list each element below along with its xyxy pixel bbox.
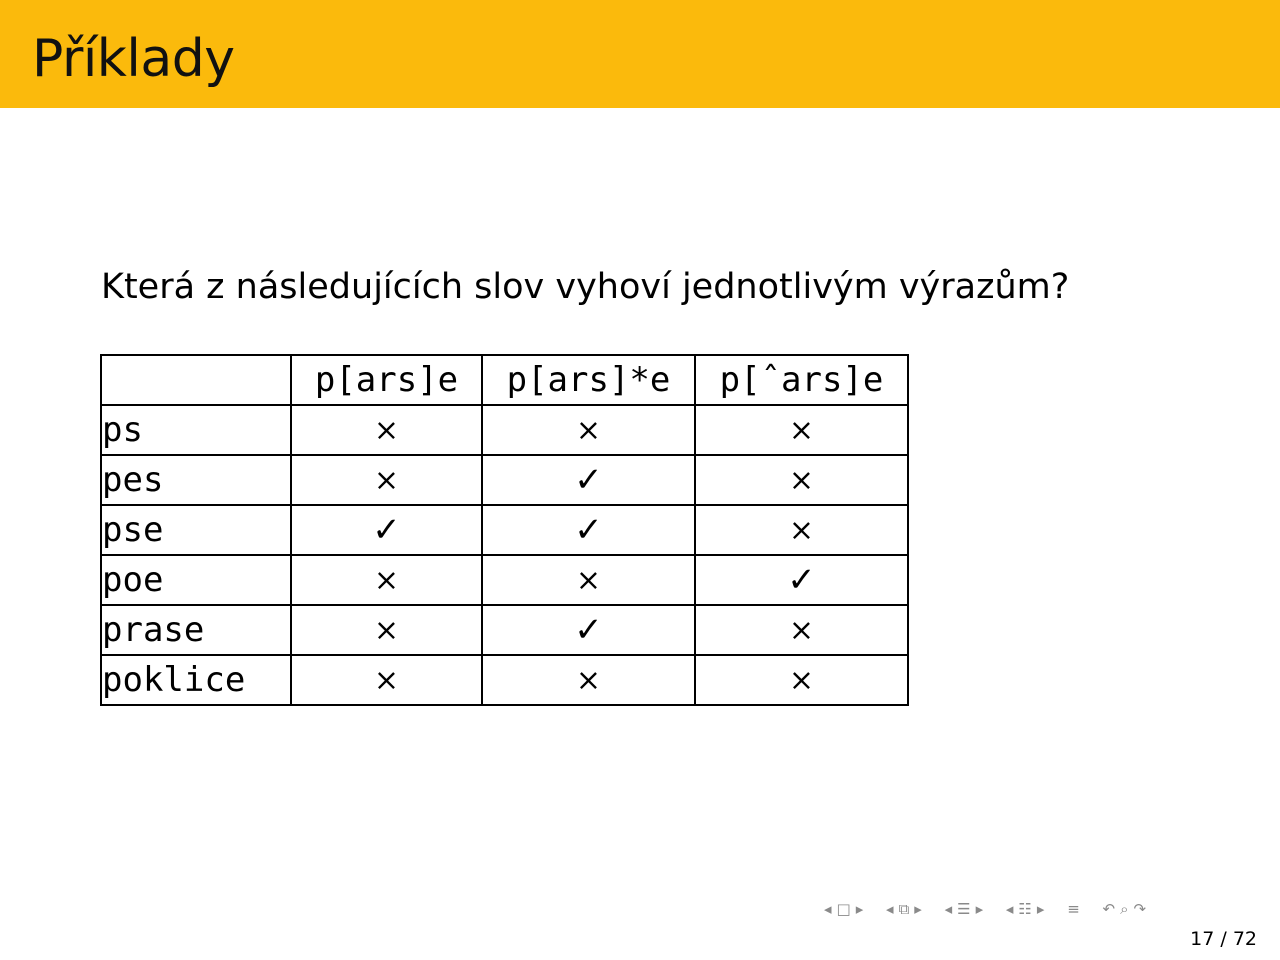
no-match-cross-icon: × xyxy=(291,655,482,705)
pattern-header: p[ars]*e xyxy=(482,355,695,405)
no-match-cross-icon: × xyxy=(695,505,908,555)
nav-right-arrow-icon[interactable]: ▸ xyxy=(1036,900,1045,918)
presentation-icon[interactable]: ☷ xyxy=(1018,900,1032,918)
subsection-icon[interactable]: ⧉ xyxy=(898,900,910,918)
title-bar xyxy=(0,0,1280,108)
table-row xyxy=(101,655,908,705)
nav-left-arrow-icon[interactable]: ◂ xyxy=(824,900,832,918)
no-match-cross-icon: × xyxy=(482,555,695,605)
pattern-header: p[ˆars]e xyxy=(695,355,908,405)
no-match-cross-icon: × xyxy=(695,405,908,455)
table-corner-cell xyxy=(101,355,291,405)
table-row xyxy=(101,505,908,555)
word-cell: prase xyxy=(101,605,291,655)
nav-right-arrow-icon[interactable]: ▸ xyxy=(975,900,984,918)
nav-left-arrow-icon[interactable]: ◂ xyxy=(886,900,894,918)
frame-icon[interactable]: □ xyxy=(836,900,851,918)
beamer-navigation-bar xyxy=(824,900,1151,924)
no-match-cross-icon: × xyxy=(482,405,695,455)
table-row xyxy=(101,405,908,455)
word-cell: ps xyxy=(101,405,291,455)
no-match-cross-icon: × xyxy=(291,455,482,505)
word-cell: poe xyxy=(101,555,291,605)
regex-match-table xyxy=(100,354,909,706)
no-match-cross-icon: × xyxy=(482,655,695,705)
table-row xyxy=(101,555,908,605)
slide-title: Příklady xyxy=(32,29,235,89)
nav-left-arrow-icon[interactable]: ◂ xyxy=(944,900,953,918)
word-cell: pes xyxy=(101,455,291,505)
word-cell: pse xyxy=(101,505,291,555)
nav-right-arrow-icon[interactable]: ▸ xyxy=(855,900,864,918)
table-row xyxy=(101,455,908,505)
nav-right-arrow-icon[interactable]: ▸ xyxy=(914,900,922,918)
table-header-row xyxy=(101,355,908,405)
match-check-icon: ✓ xyxy=(482,605,695,655)
question-text: Která z následujících slov vyhoví jednotlivým výrazům? xyxy=(101,267,1070,307)
pattern-header: p[ars]e xyxy=(291,355,482,405)
forward-icon[interactable]: ↷ xyxy=(1133,900,1147,918)
no-match-cross-icon: × xyxy=(291,605,482,655)
nav-left-arrow-icon[interactable]: ◂ xyxy=(1005,900,1014,918)
no-match-cross-icon: × xyxy=(291,405,482,455)
match-check-icon: ✓ xyxy=(695,555,908,605)
match-check-icon: ✓ xyxy=(482,455,695,505)
page-counter: 17 / 72 xyxy=(1190,928,1257,950)
word-cell: poklice xyxy=(101,655,291,705)
no-match-cross-icon: × xyxy=(695,655,908,705)
table-row xyxy=(101,605,908,655)
no-match-cross-icon: × xyxy=(695,455,908,505)
no-match-cross-icon: × xyxy=(291,555,482,605)
match-check-icon: ✓ xyxy=(291,505,482,555)
appendix-icon[interactable]: ≡ xyxy=(1067,900,1080,918)
back-icon[interactable]: ↶ xyxy=(1102,900,1116,918)
no-match-cross-icon: × xyxy=(695,605,908,655)
match-check-icon: ✓ xyxy=(482,505,695,555)
section-icon[interactable]: ☰ xyxy=(957,900,971,918)
search-icon[interactable]: ⌕ xyxy=(1120,900,1129,918)
